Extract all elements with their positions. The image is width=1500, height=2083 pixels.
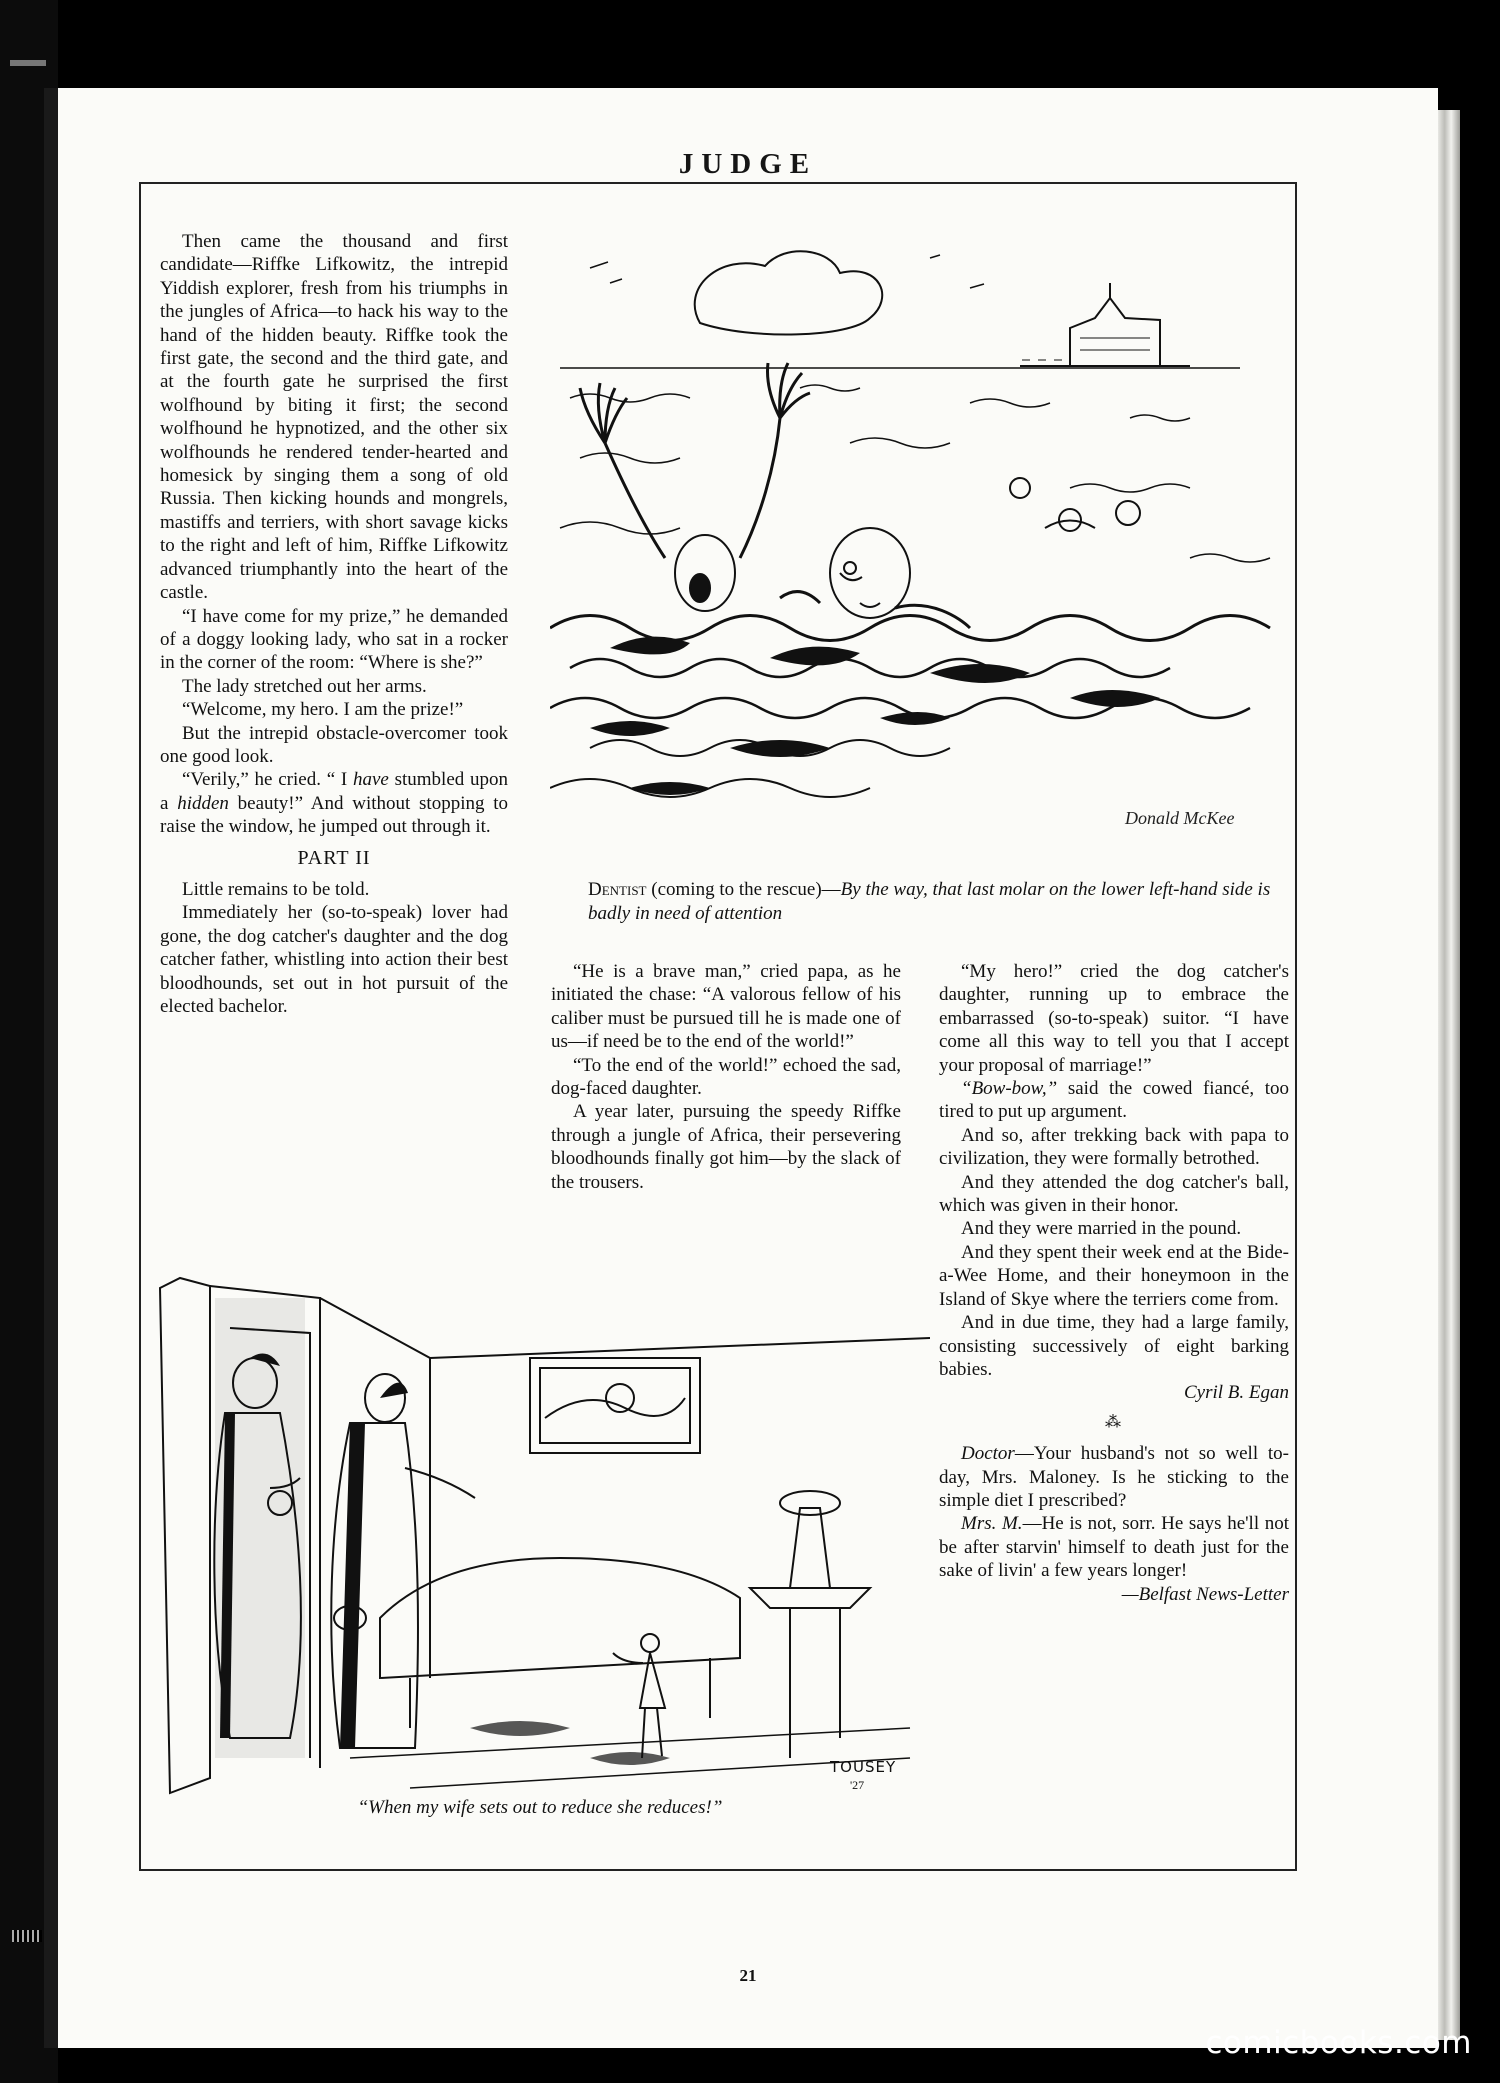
section-divider: ⁂ [1105, 1413, 1123, 1431]
column-left [160, 230, 508, 1018]
binding-mark [10, 60, 46, 66]
column-right [939, 960, 1289, 1606]
page-stack-edge [1438, 110, 1460, 2040]
paragraph: The lady stretched out her arms. [182, 675, 427, 697]
paragraph: And in due time, they had a large family, consisting successively of eight barking babies. [939, 1312, 1289, 1380]
cartoon-caption: “When my wife sets out to reduce she reduces!” [357, 1797, 723, 1818]
dialogue: —He is not, sorr. He says he'll not be after starvin' himself to death just for the sake of livin' a few years longer! [939, 1513, 1289, 1582]
paragraph: Then came the thousand and first candidate—Riffke Lifkowitz, the intrepid Yiddish explorer, fresh from his triumphs in the jungles of Africa—to hack his way to the hand of the hidden beauty. Riffke took the first gate, the second and the third gate, and at the fourth gate he surprised the first wolfhound by biting it first; the second wolfhound he hypnotized, and the other six wolfhounds he rendered tender-hearted and homesick by singing them a song of old Russia. Then kicking hounds and mongrels, mastiffs and terriers, with short savage kicks to the right and left of him, Riffke Lifkowitz advanced triumphantly into the heart of the castle. [160, 231, 508, 604]
cartoon-dentist-swimming [550, 228, 1290, 858]
page-gutter [44, 88, 58, 2048]
paragraph: Little remains to be told. [182, 878, 370, 900]
paragraph: And they attended the dog catcher's ball, which was given in their honor. [939, 1171, 1289, 1217]
cartoon-reduce [150, 1258, 930, 1806]
masthead: JUDGE [678, 148, 818, 180]
paragraph: “I have come for my prize,” he demanded of a doggy looking lady, who sat in a rocker in the corner of the room: “Where is she?” [160, 605, 508, 674]
italic-run: have [352, 769, 389, 791]
paragraph: And they spent their week end at the Bide-a-Wee Home, and their honeymoon in the Island of Skye where the terriers come from. [939, 1241, 1289, 1310]
paragraph [939, 1442, 1289, 1512]
paragraph: Immediately her (so-to-speak) lover had gone, the dog catcher's daughter and the dog catcher father, whistling into action their best bloodhounds, set out in hot pursuit of the elected bachelor. [160, 902, 508, 1017]
paragraph [939, 1512, 1289, 1582]
text-run: said the cowed fiancé, too tired to put up argument. [939, 1078, 1289, 1123]
caption-line: By the way, that last molar on the lower left-hand side is badly in need of attention [588, 879, 1271, 924]
speaker-label: Doctor [961, 1443, 1015, 1465]
column-middle [551, 960, 901, 1194]
cartoon-drawing [550, 228, 1290, 858]
source-credit: —Belfast News-Letter [1121, 1583, 1289, 1605]
section-heading: PART II [297, 846, 371, 869]
caption-speaker: Dentist [588, 879, 647, 900]
paragraph: A year later, pursuing the speedy Riffke through a jungle of Africa, their persevering bloodhounds finally got him—by the slack of the trousers. [551, 1101, 901, 1193]
text-run: beauty!” And without stopping to raise the window, he jumped out through it. [160, 792, 508, 838]
text-run: stumbled upon a [160, 769, 508, 814]
italic-run: hidden [177, 792, 229, 814]
binding-mark [12, 1930, 42, 1942]
cartoon-caption [588, 878, 1278, 926]
page-number: 21 [739, 1966, 757, 1985]
dialogue: —Your husband's not so well to-day, Mrs. Maloney. Is he sticking to the simple diet I prescribed? [939, 1443, 1289, 1511]
paragraph: But the intrepid obstacle-overcomer took one good look. [160, 722, 508, 767]
text-run: “Verily,” he cried. “ I [182, 769, 353, 791]
paragraph: “To the end of the world!” echoed the sad, dog-faced daughter. [551, 1054, 901, 1100]
paragraph [160, 768, 508, 838]
artist-signature: TOUSEY [830, 1758, 897, 1776]
paragraph: “My hero!” cried the dog catcher's daughter, running up to embrace the embarrassed (so-to-speak) suitor. “I have come all this way to tell you that I accept your proposal of marriage!” [939, 961, 1289, 1076]
italic-run: “Bow-bow,” [961, 1078, 1058, 1100]
artist-signature-year: '27 [850, 1778, 865, 1792]
paragraph: “He is a brave man,” cried papa, as he initiated the chase: “A valorous fellow of his caliber must be pursued till he is made one of us—if need be to the end of the world!” [551, 961, 901, 1053]
paragraph: And so, after trekking back with papa to civilization, they were formally betrothed. [939, 1124, 1289, 1170]
caption-stage-direction: (coming to the rescue)— [646, 879, 841, 900]
site-watermark: comicbooks.com [1205, 2025, 1472, 2061]
cartoon-drawing [150, 1258, 930, 1806]
speaker-label: Mrs. M. [961, 1513, 1023, 1535]
paragraph: And they were married in the pound. [961, 1218, 1242, 1240]
author-signature: Cyril B. Egan [1183, 1382, 1289, 1404]
paragraph [939, 1077, 1289, 1124]
paragraph: “Welcome, my hero. I am the prize!” [182, 699, 464, 721]
artist-signature: Donald McKee [1125, 808, 1235, 828]
